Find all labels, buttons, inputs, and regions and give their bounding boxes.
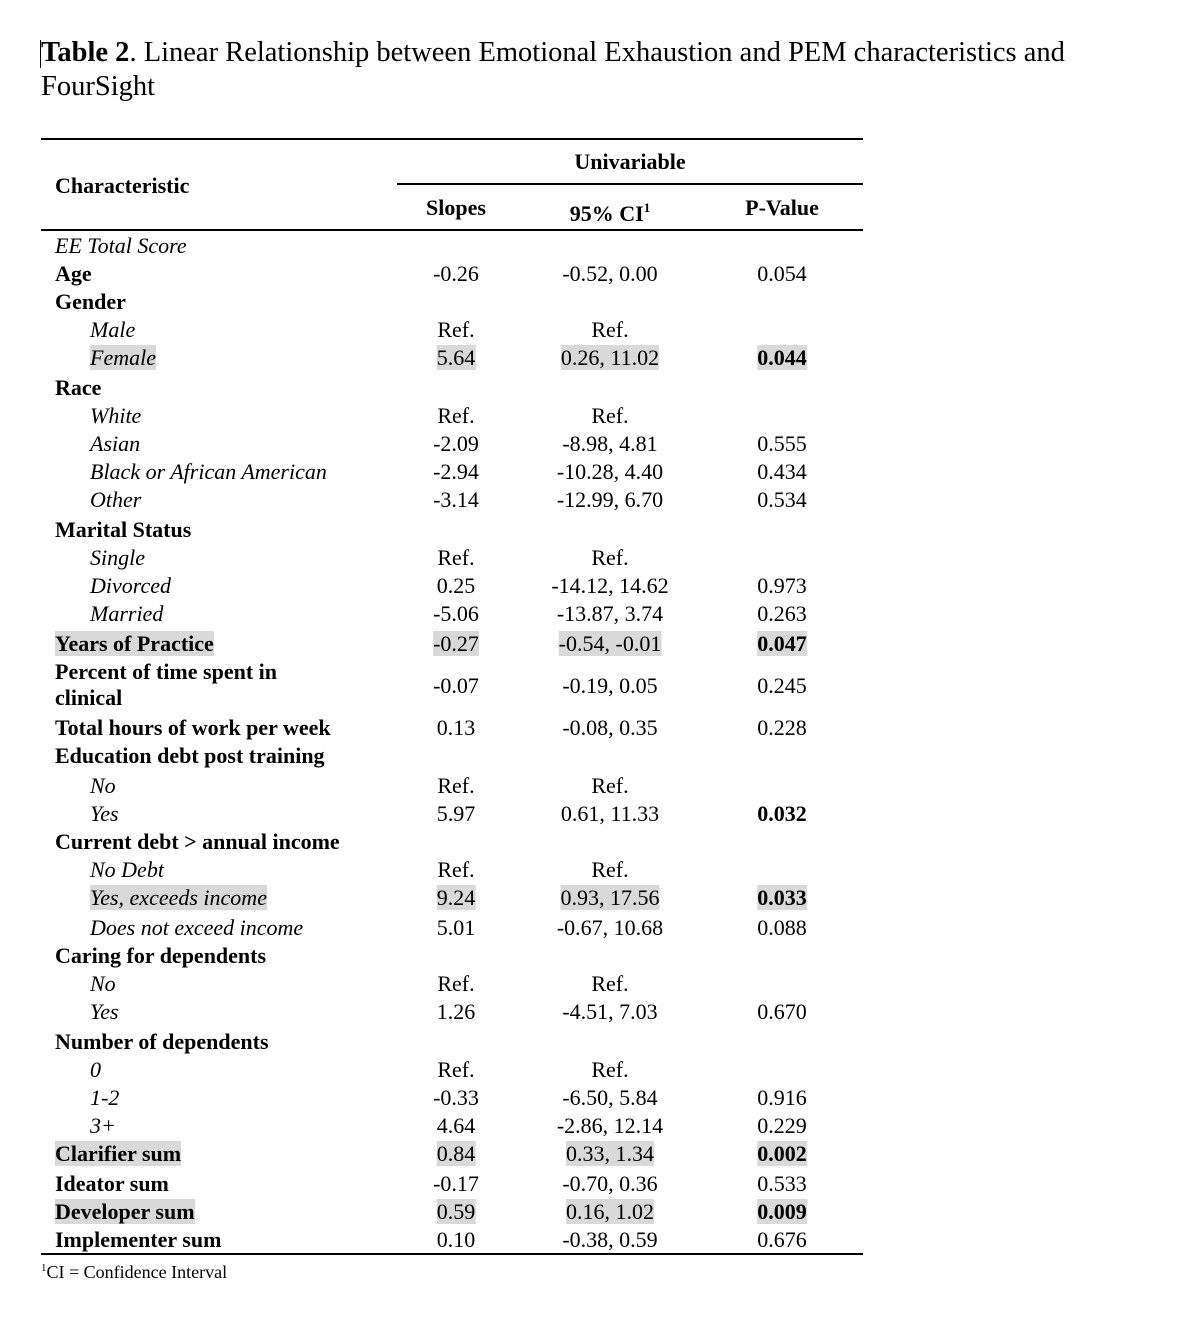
- row-label: [55, 1141, 181, 1167]
- row-slope-text: -0.27: [433, 631, 479, 656]
- row-ci-text: 0.93, 17.56: [560, 885, 660, 910]
- row-label: [55, 829, 340, 855]
- row-pvalue: [757, 1141, 807, 1167]
- row-label: [55, 631, 214, 657]
- row-ci: [562, 715, 657, 741]
- row-label: [90, 1057, 101, 1083]
- row-label-text: Number of dependents: [55, 1029, 269, 1054]
- row-ci: [591, 857, 628, 883]
- row-label: [90, 317, 135, 343]
- row-slope: [433, 487, 479, 513]
- row-label: [90, 487, 141, 513]
- row-pvalue: [757, 673, 807, 699]
- row-label: [90, 971, 116, 997]
- row-ci-text: 0.61, 11.33: [560, 801, 660, 826]
- row-ci: [562, 431, 657, 457]
- row-slope: [437, 773, 474, 799]
- row-slope: [437, 317, 474, 343]
- row-label-text: Race: [55, 375, 102, 400]
- row-label: [55, 1029, 269, 1055]
- row-label-text: No Debt: [90, 857, 164, 882]
- footnote-text: CI = Confidence Interval: [46, 1262, 228, 1282]
- row-ci-text: -4.51, 7.03: [562, 999, 658, 1024]
- row-label-text: EE Total Score: [55, 233, 187, 258]
- row-slope-text: 0.59: [436, 1199, 476, 1224]
- row-ci: [557, 601, 663, 627]
- row-ci: [557, 1113, 663, 1139]
- row-label: [90, 545, 145, 571]
- row-pvalue-text: 0.973: [757, 573, 807, 598]
- row-ci-text: Ref.: [591, 971, 629, 996]
- row-pvalue: [757, 601, 807, 627]
- row-ci-text: Ref.: [591, 857, 629, 882]
- row-ci-text: 0.33, 1.34: [566, 1141, 654, 1166]
- row-label: [55, 1199, 195, 1225]
- row-label: [55, 743, 325, 769]
- row-slope: [437, 915, 476, 941]
- row-slope-text: 5.01: [436, 915, 476, 940]
- row-pvalue: [757, 715, 807, 741]
- row-slope-text: 0.25: [436, 573, 476, 598]
- row-pvalue-text: 0.676: [757, 1227, 807, 1252]
- row-label-text: No: [90, 971, 116, 996]
- row-ci: [561, 801, 659, 827]
- row-label-text: Percent of time spent in: [55, 659, 277, 684]
- table-footnote: [41, 1257, 227, 1283]
- header-bottom-rule: [41, 229, 863, 231]
- row-slope-text: -3.14: [433, 487, 479, 512]
- row-label-text: Yes, exceeds income: [90, 885, 267, 910]
- row-ci: [562, 673, 657, 699]
- row-slope-text: 0.10: [436, 1227, 476, 1252]
- row-pvalue: [757, 573, 807, 599]
- caption-text: . Linear Relationship between Emotional Exhaustion and PEM characteristics and FourSight: [41, 37, 1065, 102]
- row-pvalue: [757, 1085, 807, 1111]
- row-label-text: No: [90, 773, 116, 798]
- row-slope: [437, 971, 474, 997]
- row-ci: [591, 971, 628, 997]
- row-slope: [437, 545, 474, 571]
- row-label-text: Clarifier sum: [55, 1141, 182, 1166]
- row-label: [90, 345, 156, 371]
- row-pvalue-text: 0.047: [757, 631, 807, 656]
- row-pvalue: [757, 261, 807, 287]
- row-ci: [561, 885, 660, 911]
- row-slope: [437, 1199, 476, 1225]
- row-ci-text: -13.87, 3.74: [556, 601, 664, 626]
- row-slope-text: -0.17: [433, 1171, 479, 1196]
- row-label: [55, 261, 92, 287]
- row-pvalue-text: 0.009: [757, 1199, 807, 1224]
- row-ci-text: Ref.: [591, 317, 629, 342]
- row-pvalue: [757, 459, 807, 485]
- row-ci: [562, 261, 657, 287]
- row-pvalue-text: 0.229: [757, 1113, 807, 1138]
- row-pvalue: [757, 1227, 807, 1253]
- row-pvalue-text: 0.088: [757, 915, 807, 940]
- row-ci-text: -0.52, 0.00: [562, 261, 658, 286]
- row-label: [90, 573, 171, 599]
- row-pvalue-text: 0.054: [757, 261, 807, 286]
- row-slope-text: 4.64: [436, 1113, 476, 1138]
- row-ci-text: -8.98, 4.81: [562, 431, 658, 456]
- row-label-text: Female: [90, 345, 156, 370]
- row-slope-text: -2.94: [433, 459, 479, 484]
- row-label: [55, 289, 126, 315]
- row-slope: [437, 715, 476, 741]
- row-label-text: White: [90, 403, 142, 428]
- row-label-text: Single: [90, 545, 145, 570]
- row-label: [55, 715, 331, 741]
- row-label-text: 3+: [90, 1113, 116, 1138]
- row-ci: [561, 345, 659, 371]
- row-ci-text: 0.26, 11.02: [560, 345, 660, 370]
- row-ci-text: 0.16, 1.02: [566, 1199, 654, 1224]
- row-ci: [562, 999, 657, 1025]
- row-label: [90, 801, 119, 827]
- row-label: [90, 999, 119, 1025]
- row-slope-text: 5.97: [436, 801, 476, 826]
- row-slope-text: Ref.: [437, 317, 475, 342]
- row-ci-text: Ref.: [591, 403, 629, 428]
- row-label-text: Male: [90, 317, 136, 342]
- row-slope: [433, 1171, 479, 1197]
- header-univariable: Univariable: [574, 149, 686, 174]
- row-ci: [591, 317, 628, 343]
- row-pvalue-text: 0.228: [757, 715, 807, 740]
- row-label-text: Total hours of work per week: [55, 715, 331, 740]
- row-pvalue: [757, 631, 807, 657]
- row-label-text: Gender: [55, 289, 126, 314]
- row-pvalue-text: 0.032: [757, 801, 807, 826]
- row-ci: [562, 1085, 657, 1111]
- row-label: [90, 773, 116, 799]
- row-slope: [433, 1085, 479, 1111]
- row-ci-text: -12.99, 6.70: [556, 487, 664, 512]
- row-ci-text: -6.50, 5.84: [562, 1085, 658, 1110]
- row-label: [90, 459, 327, 485]
- row-slope-text: -2.09: [433, 431, 479, 456]
- row-slope: [437, 573, 476, 599]
- row-label-text: Divorced: [90, 573, 172, 598]
- row-ci-text: -0.38, 0.59: [562, 1227, 658, 1252]
- row-label-text: Yes: [90, 999, 119, 1024]
- row-slope-text: 1.26: [436, 999, 476, 1024]
- row-label-text: 1-2: [90, 1085, 120, 1110]
- table-top-rule: [41, 138, 863, 140]
- row-slope: [433, 631, 479, 657]
- header-ci-label: 95% CI: [569, 201, 644, 226]
- row-slope-text: -5.06: [433, 601, 479, 626]
- footnote-mark: 1: [41, 1262, 47, 1274]
- row-label: [55, 233, 187, 259]
- row-slope: [433, 459, 479, 485]
- row-pvalue: [757, 345, 807, 371]
- table-caption: [41, 36, 1151, 104]
- row-slope: [437, 857, 474, 883]
- row-pvalue-text: 0.434: [757, 459, 807, 484]
- row-ci-text: -0.08, 0.35: [562, 715, 658, 740]
- row-ci-text: -2.86, 12.14: [556, 1113, 664, 1138]
- row-label-text: Caring for dependents: [55, 943, 267, 968]
- row-pvalue-text: 0.916: [757, 1085, 807, 1110]
- row-label-text: Implementer sum: [55, 1227, 222, 1252]
- header-slopes: Slopes: [426, 195, 486, 220]
- row-ci: [566, 1141, 654, 1167]
- row-pvalue: [757, 487, 807, 513]
- row-pvalue-text: 0.534: [757, 487, 807, 512]
- row-ci: [591, 545, 628, 571]
- row-ci: [562, 1227, 657, 1253]
- row-label-text: Current debt > annual income: [55, 829, 340, 854]
- row-label-text: Education debt post training: [55, 743, 325, 768]
- row-label-text: Developer sum: [55, 1199, 195, 1224]
- row-label-text: Years of Practice: [55, 631, 214, 656]
- univariable-rule: [397, 183, 863, 185]
- header-pvalue: P-Value: [745, 195, 819, 220]
- row-label-text: Black or African American: [90, 459, 327, 484]
- row-slope: [437, 801, 476, 827]
- row-pvalue: [757, 1171, 807, 1197]
- row-ci: [562, 1171, 657, 1197]
- header-ci-footnote-mark: 1: [643, 200, 651, 215]
- row-ci-text: -0.19, 0.05: [562, 673, 658, 698]
- row-pvalue: [757, 801, 807, 827]
- row-slope: [433, 673, 479, 699]
- row-slope: [437, 403, 474, 429]
- header-ci: [570, 195, 650, 227]
- row-ci-text: -0.54, -0.01: [558, 631, 662, 656]
- row-slope-text: Ref.: [437, 971, 475, 996]
- row-label: [55, 375, 101, 401]
- row-ci: [566, 1199, 654, 1225]
- row-slope: [437, 345, 476, 371]
- row-ci: [559, 631, 662, 657]
- row-slope-text: -0.26: [433, 261, 479, 286]
- row-pvalue: [757, 1113, 807, 1139]
- row-ci: [591, 1057, 628, 1083]
- text-cursor: [40, 40, 41, 68]
- table-number: Table 2: [41, 37, 130, 68]
- row-slope-text: -0.07: [433, 673, 479, 698]
- row-slope: [433, 601, 479, 627]
- row-ci: [591, 403, 628, 429]
- row-slope: [433, 431, 479, 457]
- row-slope: [437, 1057, 474, 1083]
- row-slope-text: Ref.: [437, 545, 475, 570]
- row-label-text: Ideator sum: [55, 1171, 169, 1196]
- row-label: [90, 601, 163, 627]
- row-label-text: Other: [90, 487, 142, 512]
- row-ci: [591, 773, 628, 799]
- row-label: [90, 1113, 116, 1139]
- row-ci-text: Ref.: [591, 545, 629, 570]
- row-slope: [437, 1141, 476, 1167]
- row-label: [90, 885, 267, 911]
- table-bottom-rule: [41, 1253, 863, 1255]
- row-ci: [557, 487, 663, 513]
- row-pvalue-text: 0.002: [757, 1141, 807, 1166]
- row-ci-text: Ref.: [591, 1057, 629, 1082]
- row-label-text: Marital Status: [55, 517, 192, 542]
- row-slope-text: Ref.: [437, 857, 475, 882]
- row-ci-text: Ref.: [591, 773, 629, 798]
- row-pvalue: [757, 915, 807, 941]
- row-pvalue-text: 0.670: [757, 999, 807, 1024]
- row-ci-text: -10.28, 4.40: [556, 459, 664, 484]
- row-slope-text: Ref.: [437, 773, 475, 798]
- row-pvalue-text: 0.245: [757, 673, 807, 698]
- row-slope: [437, 885, 476, 911]
- row-ci-text: -0.67, 10.68: [556, 915, 664, 940]
- row-label: [55, 659, 277, 711]
- row-pvalue-text: 0.033: [757, 885, 807, 910]
- row-label: [55, 517, 191, 543]
- row-label-text: Married: [90, 601, 164, 626]
- row-label-text: Asian: [90, 431, 141, 456]
- row-slope: [437, 999, 476, 1025]
- row-slope-text: 0.13: [436, 715, 476, 740]
- row-slope-text: Ref.: [437, 403, 475, 428]
- header-characteristic: Characteristic: [55, 173, 190, 198]
- row-ci: [557, 459, 663, 485]
- row-label: [55, 1171, 169, 1197]
- row-pvalue: [757, 885, 807, 911]
- row-ci: [551, 573, 668, 599]
- row-ci-text: -14.12, 14.62: [551, 573, 669, 598]
- row-label-text: 0: [90, 1057, 101, 1082]
- row-slope-text: 0.84: [436, 1141, 476, 1166]
- row-slope: [437, 1227, 476, 1253]
- row-pvalue-text: 0.533: [757, 1171, 807, 1196]
- row-label: [90, 431, 140, 457]
- row-label-text-line2: clinical: [55, 685, 123, 710]
- row-pvalue-text: 0.555: [757, 431, 807, 456]
- row-label-text: Does not exceed income: [90, 915, 304, 940]
- row-pvalue: [757, 431, 807, 457]
- row-pvalue: [757, 1199, 807, 1225]
- row-slope: [433, 261, 479, 287]
- row-label: [90, 857, 164, 883]
- row-ci: [557, 915, 663, 941]
- row-ci-text: -0.70, 0.36: [562, 1171, 658, 1196]
- row-pvalue: [757, 999, 807, 1025]
- row-label-text: Age: [55, 261, 92, 286]
- row-label: [55, 1227, 221, 1253]
- row-slope-text: 9.24: [436, 885, 476, 910]
- row-pvalue-text: 0.263: [757, 601, 807, 626]
- row-label: [90, 403, 141, 429]
- row-slope-text: -0.33: [433, 1085, 479, 1110]
- row-slope: [437, 1113, 476, 1139]
- row-label: [90, 1085, 119, 1111]
- row-slope-text: 5.64: [436, 345, 476, 370]
- row-slope-text: Ref.: [437, 1057, 475, 1082]
- row-label: [55, 943, 266, 969]
- row-label: [90, 915, 303, 941]
- row-label-text: Yes: [90, 801, 119, 826]
- row-pvalue-text: 0.044: [757, 345, 807, 370]
